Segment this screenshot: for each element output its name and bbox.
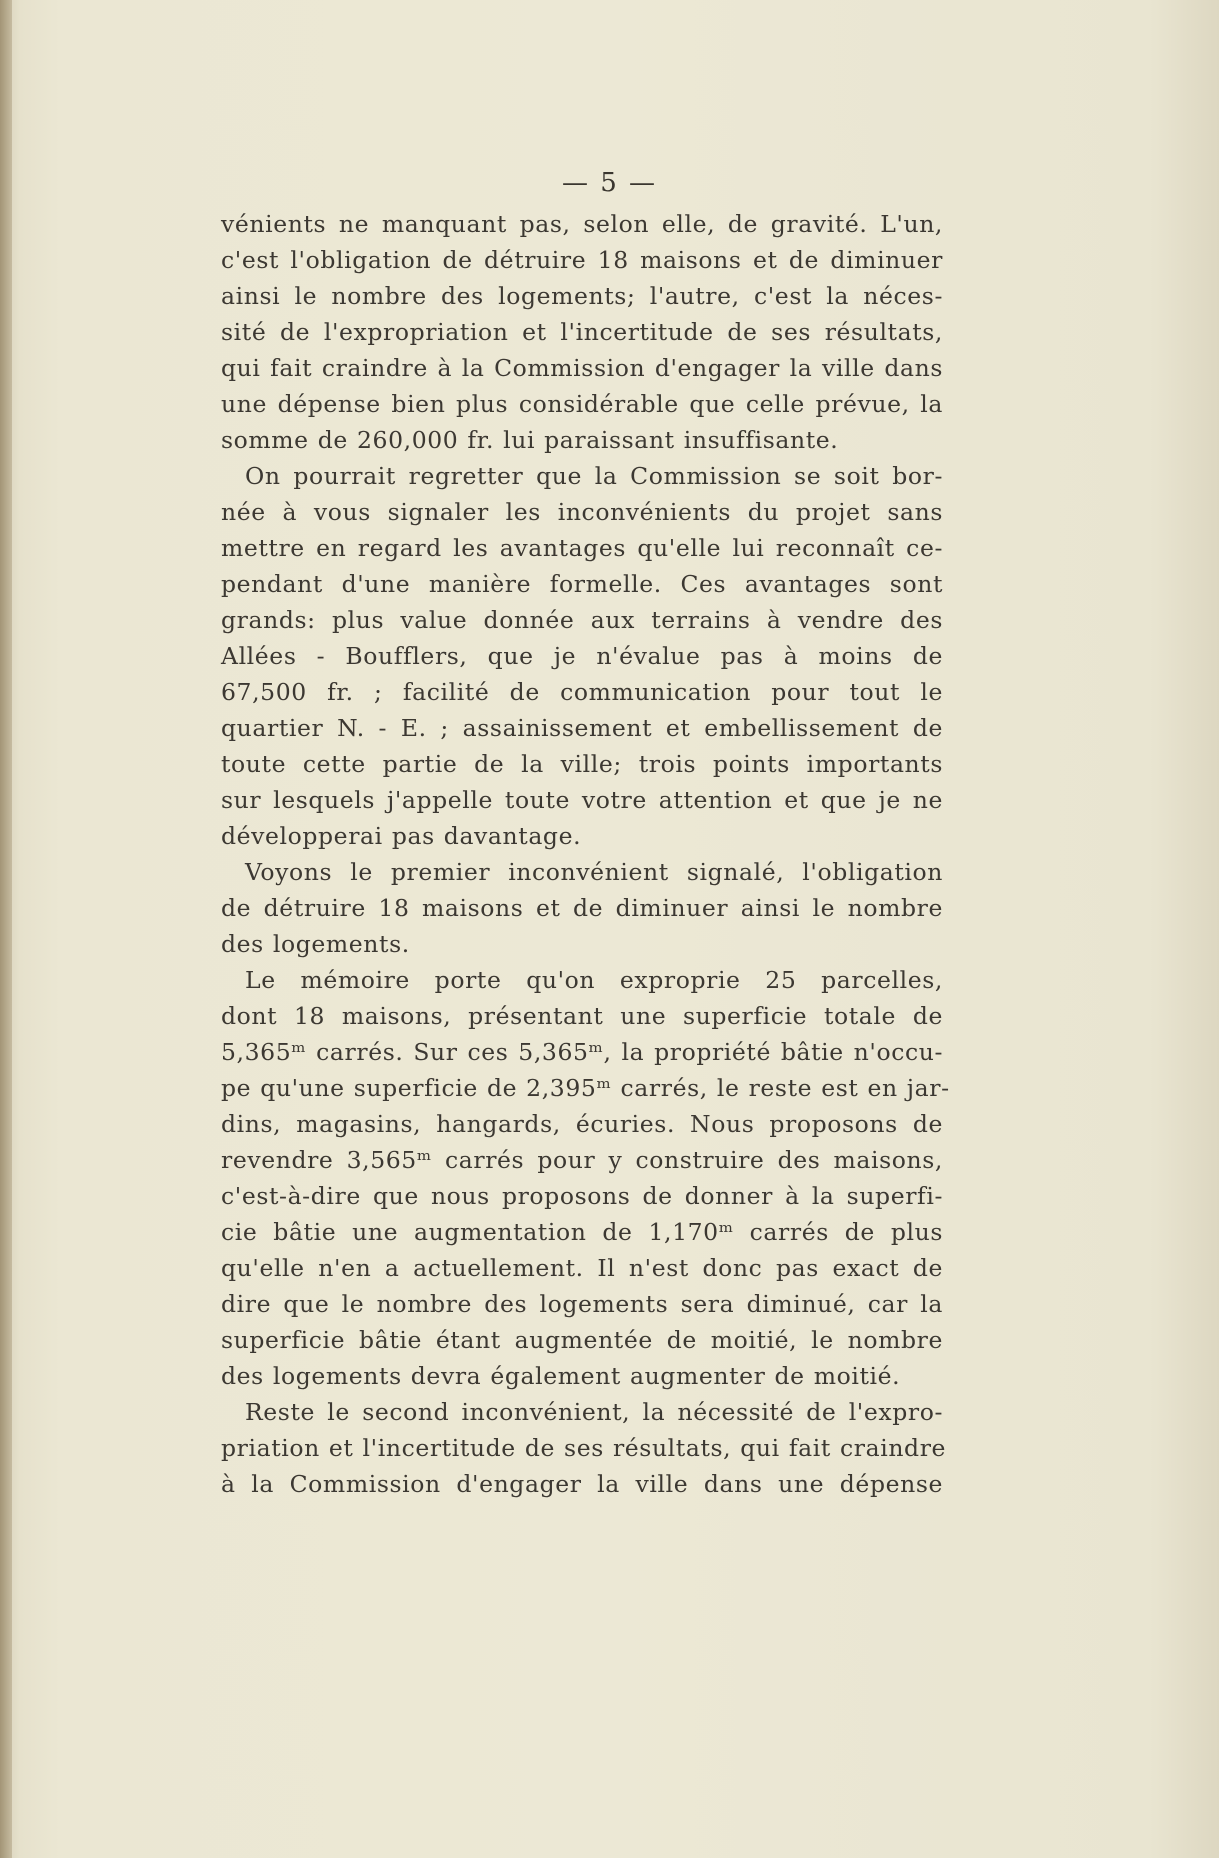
page-number: — 5 — (561, 168, 658, 198)
text-line: Allées - Boufflers, que je n'évalue pas à moins de (221, 642, 943, 670)
text-line: revendre 3,565ᵐ carrés pour y construire des maisons, (221, 1146, 943, 1174)
text-line: pendant d'une manière formelle. Ces avantages sont (221, 570, 943, 598)
text-line: mettre en regard les avantages qu'elle lui reconnaît ce- (221, 534, 943, 562)
text-line: dire que le nombre des logements sera diminué, car la (221, 1290, 943, 1318)
text-line: née à vous signaler les inconvénients du projet sans (221, 498, 943, 526)
text-line: somme de 260,000 fr. lui paraissant insuffisante. (221, 426, 839, 454)
text-line: toute cette partie de la ville; trois points importants (221, 750, 943, 778)
text-line: développerai pas davantage. (221, 822, 582, 850)
text-line: c'est l'obligation de détruire 18 maisons et de diminuer (221, 246, 943, 274)
text-line: c'est-à-dire que nous proposons de donner à la superfi- (221, 1182, 943, 1210)
text-line: grands: plus value donnée aux terrains à vendre des (221, 606, 943, 634)
text-line: priation et l'incertitude de ses résultats, qui fait craindre (221, 1434, 947, 1462)
text-line: 67,500 fr. ; facilité de communication pour tout le (221, 678, 943, 706)
text-line: dont 18 maisons, présentant une superficie totale de (221, 1002, 943, 1030)
page-binding-edge (0, 0, 12, 1858)
text-line: sur lesquels j'appelle toute votre attention et que je ne (221, 786, 943, 814)
text-line: pe qu'une superficie de 2,395ᵐ carrés, le reste est en jar- (221, 1074, 950, 1102)
text-line: une dépense bien plus considérable que celle prévue, la (221, 390, 943, 418)
text-line: Voyons le premier inconvénient signalé, l'obligation (245, 858, 943, 886)
text-line: sité de l'expropriation et l'incertitude de ses résultats, (221, 318, 943, 346)
text-line: qu'elle n'en a actuellement. Il n'est donc pas exact de (221, 1254, 943, 1282)
text-line: des logements. (221, 930, 410, 958)
text-line: des logements devra également augmenter de moitié. (221, 1362, 901, 1390)
body-text (221, 206, 950, 1502)
text-line: qui fait craindre à la Commission d'engager la ville dans (221, 354, 943, 382)
text-line: 5,365ᵐ carrés. Sur ces 5,365ᵐ, la propriété bâtie n'occu- (221, 1038, 943, 1066)
text-line: dins, magasins, hangards, écuries. Nous proposons de (221, 1110, 943, 1138)
text-line: Le mémoire porte qu'on exproprie 25 parcelles, (245, 966, 943, 994)
text-line: cie bâtie une augmentation de 1,170ᵐ carrés de plus (221, 1218, 943, 1246)
text-line: On pourrait regretter que la Commission se soit bor- (245, 462, 943, 490)
text-line: superficie bâtie étant augmentée de moitié, le nombre (221, 1326, 943, 1354)
text-line: ainsi le nombre des logements; l'autre, c'est la néces- (221, 282, 943, 310)
text-line: de détruire 18 maisons et de diminuer ainsi le nombre (221, 894, 943, 922)
text-line: Reste le second inconvénient, la nécessité de l'expro- (245, 1398, 943, 1426)
text-line: quartier N. - E. ; assainissement et embellissement de (221, 714, 943, 742)
text-line: à la Commission d'engager la ville dans une dépense (221, 1470, 943, 1498)
text-line: vénients ne manquant pas, selon elle, de gravité. L'un, (221, 210, 943, 238)
